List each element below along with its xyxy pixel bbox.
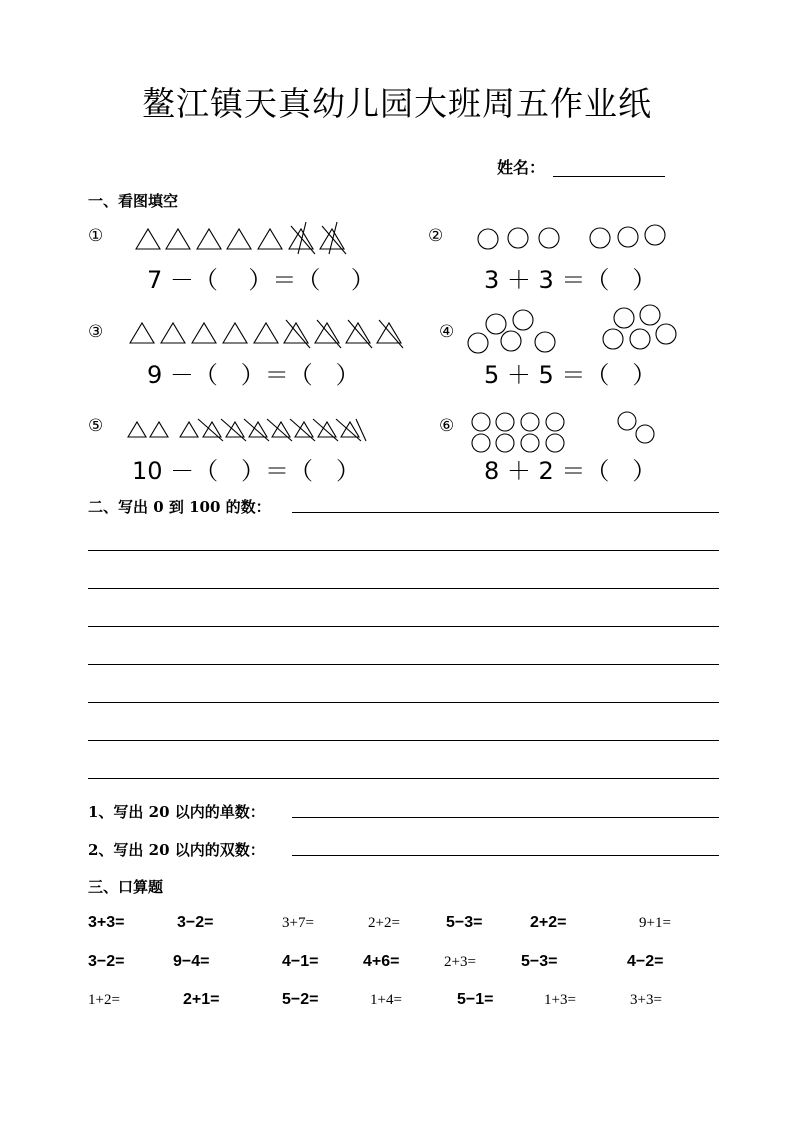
circle-icon — [645, 225, 665, 245]
problem-5-triangles — [128, 419, 366, 441]
circle-icon — [539, 228, 559, 248]
arithmetic-item: 9−4= — [173, 953, 210, 970]
problem-2-circles — [478, 225, 665, 249]
arithmetic-item: 2+2= — [530, 914, 567, 931]
circle-icon — [468, 333, 488, 353]
circle-icon — [513, 310, 533, 330]
arithmetic-item: 2+3= — [444, 954, 476, 970]
arithmetic-item: 1+3= — [544, 992, 576, 1008]
triangle-icon — [258, 229, 282, 249]
arithmetic-item: 5−1= — [457, 991, 494, 1008]
arithmetic-item: 5−3= — [446, 914, 483, 931]
circle-icon — [546, 434, 564, 452]
triangle-icon — [272, 422, 290, 437]
arithmetic-item: 9+1= — [639, 915, 671, 931]
circle-icon — [508, 228, 528, 248]
problem-4-circles — [468, 305, 676, 353]
writing-line[interactable] — [88, 664, 719, 665]
triangle-icon — [192, 323, 216, 343]
arithmetic-item: 2+2= — [368, 915, 400, 931]
triangle-icon — [227, 229, 251, 249]
arithmetic-item: 5−3= — [521, 953, 558, 970]
triangle-icon — [223, 323, 247, 343]
arithmetic-item: 5−2= — [282, 991, 319, 1008]
circle-icon — [546, 413, 564, 431]
circle-icon — [478, 229, 498, 249]
triangle-icon — [284, 323, 308, 343]
circle-icon — [521, 413, 539, 431]
arithmetic-item: 3−2= — [177, 914, 214, 931]
circle-icon — [636, 425, 654, 443]
triangle-icon — [130, 323, 154, 343]
triangle-icon — [295, 422, 313, 437]
problem-2-equation: 3 ＋ 3 ＝（ ） — [484, 266, 657, 294]
picture-shapes — [0, 0, 794, 520]
circle-icon — [535, 332, 555, 352]
circle-icon — [630, 329, 650, 349]
problem-1-equation: 7 －（ ）＝（ ） — [147, 266, 375, 294]
odd-numbers-answer-line[interactable] — [292, 817, 719, 818]
writing-line[interactable] — [88, 550, 719, 551]
problem-4-equation: 5 ＋ 5 ＝（ ） — [484, 361, 657, 389]
circle-icon — [496, 434, 514, 452]
circle-icon — [496, 413, 514, 431]
triangle-icon — [289, 229, 313, 249]
problem-3-number: ③ — [88, 322, 104, 342]
triangle-icon — [341, 422, 359, 437]
writing-line[interactable] — [88, 702, 719, 703]
circle-icon — [656, 324, 676, 344]
arithmetic-item: 4−2= — [627, 953, 664, 970]
problem-1-number: ① — [88, 226, 104, 246]
triangle-icon — [377, 323, 401, 343]
triangle-icon — [180, 422, 198, 437]
problem-6-number: ⑥ — [439, 416, 455, 436]
triangle-icon — [320, 229, 344, 249]
problem-2-number: ② — [428, 226, 444, 246]
circle-icon — [603, 329, 623, 349]
odd-numbers-question: 1、写出 20 以内的单数： — [88, 803, 265, 821]
circle-icon — [614, 308, 634, 328]
arithmetic-item: 4−1= — [282, 953, 319, 970]
problem-3-equation: 9 －（ ）＝（ ） — [147, 361, 360, 389]
triangle-icon — [254, 323, 278, 343]
arithmetic-item: 4+6= — [363, 953, 400, 970]
problem-3-triangles — [130, 320, 403, 348]
page-title: 鳌江镇天真幼儿园大班周五作业纸 — [142, 84, 652, 123]
circle-icon — [472, 434, 490, 452]
triangle-icon — [197, 229, 221, 249]
section3-heading: 三、口算题 — [88, 878, 164, 896]
circle-icon — [590, 228, 610, 248]
circle-icon — [486, 314, 506, 334]
triangle-icon — [136, 229, 160, 249]
triangle-icon — [128, 422, 146, 437]
triangle-icon — [315, 323, 339, 343]
circle-icon — [521, 434, 539, 452]
even-numbers-question: 2、写出 20 以内的双数： — [88, 841, 265, 859]
circle-icon — [501, 331, 521, 351]
arithmetic-item: 3+7= — [282, 915, 314, 931]
writing-line[interactable] — [88, 626, 719, 627]
section2-heading: 二、写出 0 到 100 的数： — [88, 498, 271, 516]
name-label: 姓名： — [497, 158, 546, 177]
circle-icon — [640, 305, 660, 325]
triangle-icon — [346, 323, 370, 343]
arithmetic-item: 2+1= — [183, 991, 220, 1008]
writing-line[interactable] — [88, 588, 719, 589]
circle-icon — [618, 227, 638, 247]
triangle-icon — [150, 422, 168, 437]
problem-5-equation: 10 －（ ）＝（ ） — [132, 457, 360, 485]
even-numbers-answer-line[interactable] — [292, 855, 719, 856]
arithmetic-item: 1+4= — [370, 992, 402, 1008]
circle-icon — [472, 413, 490, 431]
writing-line[interactable] — [292, 512, 719, 513]
triangle-icon — [203, 422, 221, 437]
triangle-icon — [161, 323, 185, 343]
problem-1-triangles — [136, 222, 346, 254]
arithmetic-item: 1+2= — [88, 992, 120, 1008]
writing-line[interactable] — [88, 740, 719, 741]
arithmetic-item: 3+3= — [630, 992, 662, 1008]
triangle-icon — [166, 229, 190, 249]
problem-5-number: ⑤ — [88, 416, 104, 436]
section1-heading: 一、看图填空 — [88, 192, 179, 210]
arithmetic-item: 3+3= — [88, 914, 125, 931]
arithmetic-item: 3−2= — [88, 953, 125, 970]
problem-6-equation: 8 ＋ 2 ＝（ ） — [484, 457, 657, 485]
problem-4-number: ④ — [439, 322, 455, 342]
triangle-icon — [226, 422, 244, 437]
writing-line[interactable] — [88, 778, 719, 779]
triangle-icon — [318, 422, 336, 437]
problem-6-circles — [472, 412, 654, 452]
circle-icon — [618, 412, 636, 430]
triangle-icon — [249, 422, 267, 437]
